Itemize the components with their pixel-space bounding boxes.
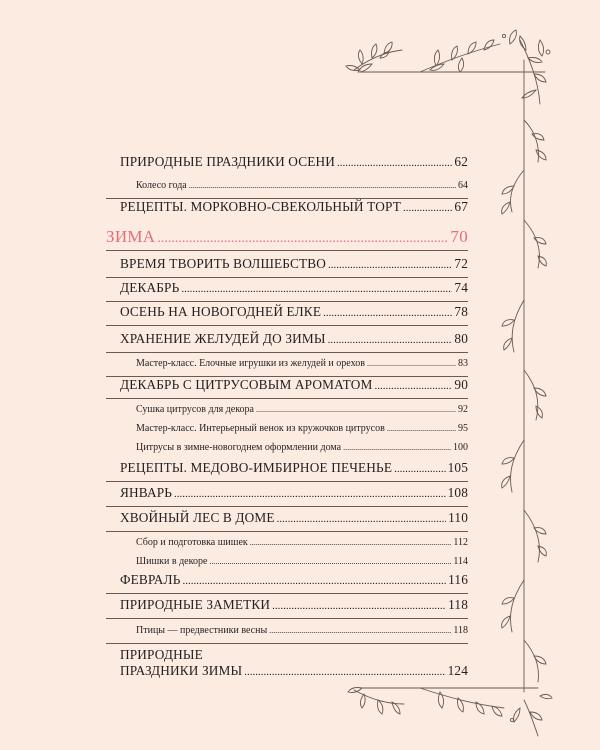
toc-entry[interactable] <box>136 556 468 567</box>
toc-entry-title: ЯНВАРЬ <box>120 485 173 500</box>
toc-entry-title: ПРИРОДНЫЕ ЗАМЕТКИ <box>120 597 271 612</box>
toc-entry-title: ХВОЙНЫЙ ЛЕС В ДОМЕ <box>120 510 275 525</box>
toc-entry-page: 95 <box>458 423 468 434</box>
dot-leader <box>328 259 452 271</box>
dot-leader <box>189 181 456 190</box>
toc-entry-title: ОСЕНЬ НА НОВОГОДНЕЙ ЕЛКЕ <box>120 304 322 319</box>
toc-entry-page: 118 <box>448 597 468 612</box>
dot-leader <box>323 307 452 319</box>
dot-leader <box>403 202 452 214</box>
dot-leader <box>157 231 448 247</box>
toc-entry-title: РЕЦЕПТЫ. МЕДОВО-ИМБИРНОЕ ПЕЧЕНЬЕ <box>120 460 393 475</box>
dot-leader <box>250 538 452 547</box>
dot-leader <box>183 575 447 587</box>
dot-leader <box>394 463 446 475</box>
divider-line <box>106 618 468 619</box>
toc-entry[interactable] <box>136 423 468 434</box>
divider-line <box>106 593 468 594</box>
toc-entry-page: 118 <box>453 625 468 636</box>
divider-line <box>106 325 468 326</box>
dot-leader <box>343 443 451 452</box>
toc-entry[interactable] <box>136 358 468 369</box>
toc-entry[interactable] <box>120 280 468 296</box>
toc-entry[interactable] <box>120 510 468 526</box>
dot-leader <box>367 359 456 368</box>
toc-entry-page: 90 <box>454 377 468 392</box>
toc-entry-page: 67 <box>454 199 468 214</box>
toc-entry[interactable] <box>120 485 468 501</box>
toc-entry-title: ДЕКАБРЬ <box>120 280 180 295</box>
toc-entry[interactable] <box>120 663 468 679</box>
toc-entry[interactable] <box>136 625 468 636</box>
toc-entry-page: 124 <box>447 663 468 678</box>
toc-entry-title: ДЕКАБРЬ С ЦИТРУСОВЫМ АРОМАТОМ <box>120 377 373 392</box>
toc-entry-page: 80 <box>454 331 468 346</box>
dot-leader <box>337 157 452 169</box>
toc-entry-title: ХРАНЕНИЕ ЖЕЛУДЕЙ ДО ЗИМЫ <box>120 331 326 346</box>
toc-entry-title: Мастер-класс. Елочные игрушки из желудей и орехов <box>136 358 365 369</box>
dot-leader <box>256 405 456 414</box>
toc-entry-page: 114 <box>453 556 468 567</box>
divider-line <box>106 352 468 353</box>
toc-entry-page: 100 <box>453 442 468 453</box>
toc-entry-page: 112 <box>453 537 468 548</box>
toc-entry[interactable] <box>106 227 468 247</box>
toc-entry[interactable] <box>120 572 468 588</box>
divider-line <box>106 301 468 302</box>
toc-entry-page: 110 <box>448 510 468 525</box>
toc-entry-page: 108 <box>447 485 468 500</box>
toc-entry-title: Цитрусы в зимне-новогоднем оформлении дома <box>136 442 342 453</box>
dot-leader <box>181 283 452 295</box>
dot-leader <box>277 513 446 525</box>
toc-entry-page: 70 <box>450 227 468 246</box>
toc-entry[interactable] <box>120 154 468 170</box>
toc-entry-title: РЕЦЕПТЫ. МОРКОВНО-СВЕКОЛЬНЫЙ ТОРТ <box>120 199 401 214</box>
dot-leader <box>244 666 445 678</box>
toc-entry[interactable] <box>120 331 468 347</box>
divider-line <box>106 506 468 507</box>
toc-entry-page: 83 <box>458 358 468 369</box>
dot-leader <box>174 488 446 500</box>
toc-entry-title: Мастер-класс. Интерьерный венок из кружочков цитрусов <box>136 423 385 434</box>
toc-entry[interactable] <box>120 256 468 272</box>
toc-entry[interactable] <box>136 404 468 415</box>
toc-entry-title: ПРАЗДНИКИ ЗИМЫ <box>120 663 243 678</box>
toc-entry-page: 105 <box>447 460 468 475</box>
toc-entry[interactable] <box>120 597 468 613</box>
toc-entry[interactable] <box>120 377 468 393</box>
dot-leader <box>374 380 452 392</box>
dot-leader <box>209 557 451 566</box>
toc-entry[interactable] <box>136 537 468 548</box>
dot-leader <box>272 600 446 612</box>
toc-entry-page: 72 <box>454 256 468 271</box>
toc-entry-page: 116 <box>448 572 468 587</box>
divider-line <box>106 531 468 532</box>
dot-leader <box>269 626 451 635</box>
toc-entry-page: 74 <box>454 280 468 295</box>
toc-entry[interactable] <box>136 442 468 453</box>
toc-entry-page: 92 <box>458 404 468 415</box>
dot-leader <box>328 334 453 346</box>
toc-entry-title: ВРЕМЯ ТВОРИТЬ ВОЛШЕБСТВО <box>120 256 327 271</box>
toc-entry-page: 64 <box>458 180 468 191</box>
toc-entry-title: Колесо года <box>136 180 187 191</box>
toc-entry-title: ЗИМА <box>106 227 156 246</box>
toc-entry-title-line1: ПРИРОДНЫЕ <box>120 647 203 662</box>
toc-entry[interactable] <box>120 460 468 476</box>
toc-entry[interactable] <box>136 180 468 191</box>
divider-line <box>106 643 468 644</box>
toc-entry[interactable] <box>120 199 468 215</box>
divider-line <box>106 481 468 482</box>
toc-entry-title: ФЕВРАЛЬ <box>120 572 181 587</box>
toc-entry-title: Сушка цитрусов для декора <box>136 404 254 415</box>
toc-entry-title: ПРИРОДНЫЕ ПРАЗДНИКИ ОСЕНИ <box>120 154 336 169</box>
toc-entry-page: 78 <box>454 304 468 319</box>
toc-entry-page: 62 <box>454 154 468 169</box>
divider-line <box>106 277 468 278</box>
toc-entry[interactable] <box>120 304 468 320</box>
toc-entry-title: Птицы — предвестники весны <box>136 625 268 636</box>
divider-line <box>106 398 468 399</box>
toc-entry-title: Шишки в декоре <box>136 556 208 567</box>
toc-entry-title: Сбор и подготовка шишек <box>136 537 248 548</box>
divider-line <box>106 250 468 251</box>
dot-leader <box>387 424 456 433</box>
